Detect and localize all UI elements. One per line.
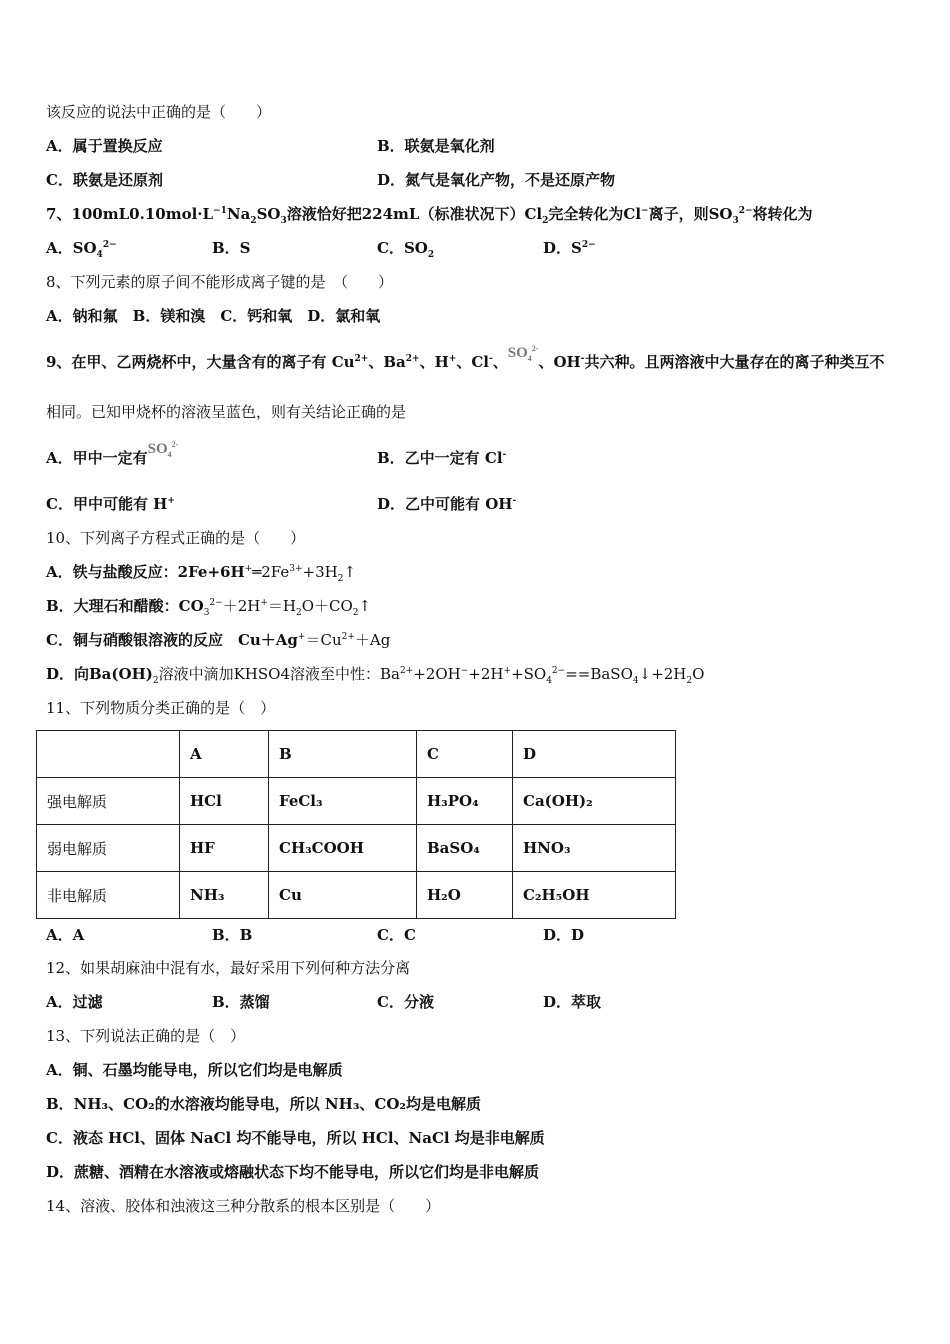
table-cell: BaSO₄ [417, 825, 513, 872]
table-header-row [37, 731, 676, 778]
q12-option-c: C．分液 [377, 993, 434, 1011]
q9-option-d: D．乙中可能有 OH- [377, 495, 517, 513]
table-cell: 强电解质 [37, 778, 180, 825]
sulfate-ion-formula: $SO_4^{2-}$ [507, 344, 539, 363]
q13-option-b: B．NH₃、CO₂的水溶液均能导电，所以 NH₃、CO₂均是电解质 [46, 1095, 481, 1113]
table-cell: Ca(OH)₂ [513, 778, 676, 825]
q7-option-c: C．$SO_2$ [377, 239, 435, 260]
q10-option-d: D．向$Ba(OH)_2$溶液中滴加KHSO4溶液至中性：$Ba^{2+}+2OH^-+2H^++SO_4^{2-}==BaSO_4↓+2H_2O$ [46, 665, 705, 686]
q7-option-b: B．S [212, 239, 251, 257]
q10-stem: 10、下列离子方程式正确的是（ ） [46, 529, 306, 547]
table-cell [37, 731, 180, 778]
table-cell: Cu [269, 872, 417, 919]
q12-option-d: D．萃取 [543, 993, 602, 1011]
q6-option-b: B．联氨是氧化剂 [377, 137, 495, 155]
table-header: D [513, 731, 676, 778]
q6-option-c: C．联氨是还原剂 [46, 171, 163, 189]
table-cell: HNO₃ [513, 825, 676, 872]
q9-option-c: C．甲中可能有 H+ [46, 495, 175, 513]
q7-stem: 7、$100mL0.10mol\cdot L^{-1}Na_2SO_3$溶液恰好把224mL（标准状况下）$Cl_2$完全转化为Cl−离子，则$SO_3^{2-}$将转化为 [46, 205, 813, 226]
q6-option-d: D．氮气是氧化产物，不是还原产物 [377, 171, 616, 189]
table-header: A [180, 731, 269, 778]
q13-option-c: C．液态 HCl、固体 NaCl 均不能导电，所以 HCl、NaCl 均是非电解质 [46, 1129, 545, 1147]
table-row [37, 872, 676, 919]
table-header: C [417, 731, 513, 778]
table-row [37, 778, 676, 825]
q11-stem: 11、下列物质分类正确的是（ ） [46, 699, 276, 717]
table-row [37, 825, 676, 872]
q9-stem-cont: 相同。已知甲烧杯的溶液呈蓝色，则有关结论正确的是 [46, 403, 407, 421]
table-cell: HCl [180, 778, 269, 825]
table-cell: H₂O [417, 872, 513, 919]
q7-option-d: D．$S^{2-}$ [543, 239, 596, 257]
table-cell: H₃PO₄ [417, 778, 513, 825]
table-cell: HF [180, 825, 269, 872]
q12-option-a: A．过滤 [46, 993, 103, 1011]
table-header: B [269, 731, 417, 778]
q13-option-d: D．蔗糖、酒精在水溶液或熔融状态下均不能导电，所以它们均是非电解质 [46, 1163, 540, 1181]
table-cell: C₂H₅OH [513, 872, 676, 919]
q10-option-a: A．铁与盐酸反应：$2Fe+6H^+═2Fe^{3+}+3H_2↑$ [46, 563, 357, 584]
q10-option-b: B．大理石和醋酸：$CO_3^{2-}+2H^+=H_2O+CO_2↑$ [46, 597, 372, 618]
q13-option-a: A．铜、石墨均能导电，所以它们均是电解质 [46, 1061, 343, 1079]
q11-option-a: A．A [46, 926, 85, 944]
q11-option-b: B．B [212, 926, 253, 944]
q10-option-c: C．铜与硝酸银溶液的反应 $Cu+Ag^+=Cu^{2+}+Ag$ [46, 631, 391, 649]
table-cell: 非电解质 [37, 872, 180, 919]
q12-option-b: B．蒸馏 [212, 993, 270, 1011]
q6-option-a: A．属于置换反应 [46, 137, 163, 155]
q6-stem: 该反应的说法中正确的是（ ） [46, 103, 272, 121]
q11-option-c: C．C [377, 926, 416, 944]
classification-table [36, 730, 676, 919]
table-cell: NH₃ [180, 872, 269, 919]
q8-stem: 8、下列元素的原子间不能形成离子键的是 （ ） [46, 273, 394, 291]
q12-stem: 12、如果胡麻油中混有水，最好采用下列何种方法分离 [46, 959, 411, 977]
q13-stem: 13、下列说法正确的是（ ） [46, 1027, 246, 1045]
q14-stem: 14、溶液、胶体和浊液这三种分散系的根本区别是（ ） [46, 1197, 441, 1215]
q11-option-d: D．D [543, 926, 585, 944]
q9-stem: 9、在甲、乙两烧杯中，大量含有的离子有 $Cu^{2+}$、$Ba^{2+}$、H+、Cl-、$SO_4^{2-}$、OH-共六种。且两溶液中大量存在的离子种类互不 [46, 344, 885, 371]
table-cell: 弱电解质 [37, 825, 180, 872]
q9-option-a: A．甲中一定有$SO_4^{2-}$ [46, 440, 179, 467]
table-cell: FeCl₃ [269, 778, 417, 825]
table-cell: CH₃COOH [269, 825, 417, 872]
q7-option-a: A．$SO_4^{2-}$ [46, 239, 117, 260]
q8-options: A．钠和氟 B．镁和溴 C．钙和氧 D．氯和氧 [46, 307, 381, 325]
q9-option-b: B．乙中一定有 Cl- [377, 449, 507, 467]
